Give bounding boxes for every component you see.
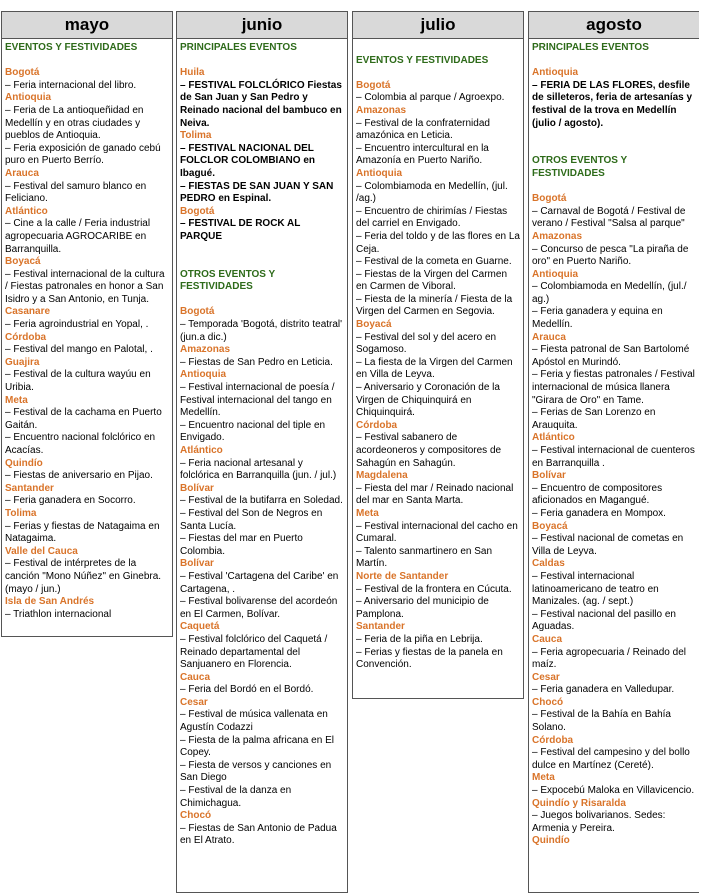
region-name: Guajira — [5, 356, 40, 368]
event-entry: – Festival de la butifarra en Soledad. — [180, 495, 343, 507]
region-name: Huila — [180, 67, 205, 79]
region-name: Bolívar — [532, 470, 566, 482]
region-name: Bogotá — [356, 79, 391, 91]
event-entry: – Festival internacional de cuenteros en Barranquilla . — [532, 445, 695, 469]
event-entry: – Feria internacional del libro. — [5, 79, 137, 91]
section-gap — [356, 67, 520, 80]
event-entry: – Festival de la danza en Chimichagua. — [180, 785, 292, 809]
section-gap — [180, 244, 344, 257]
event-entry: – Fiestas de San Antonio de Padua en El Atrato. — [180, 822, 337, 847]
event-entry: – Feria exposición de ganado cebú puro en Puerto Berrío. — [5, 142, 161, 167]
section-gap — [5, 55, 169, 68]
region-name: Isla de San Andrés — [5, 596, 95, 608]
event-entry: – Feria ganadera en Valledupar. — [532, 684, 675, 696]
event-entry: – Aniversario y Coronación de la Virgen de Chiquinquirá en Chiquinquirá. — [356, 382, 500, 419]
region-name: Cauca — [180, 671, 211, 683]
event-entry: – Encuentro nacional del tiple en Envigado. — [180, 419, 326, 444]
section-gap — [180, 294, 344, 307]
section-title: EVENTOS Y FESTIVIDADES — [356, 54, 489, 66]
event-entry: – Encuentro nacional folclórico en Acacías. — [5, 432, 156, 456]
section-gap — [532, 55, 696, 68]
section-gap — [180, 55, 344, 68]
region-name: Quindío — [532, 835, 570, 847]
month-header: julio — [353, 12, 523, 39]
event-entry: – Fiesta del mar / Reinado nacional del mar en Santa Marta. — [356, 482, 514, 507]
region-name: Chocó — [532, 696, 564, 708]
event-entry: – FERIA DE LAS FLORES, desfile de silleteros, feria de artesanías y festival de la trova en Medellín (julio / agosto). — [532, 79, 693, 129]
event-entry: – Festival internacional del cacho en Cumaral. — [356, 520, 518, 545]
region-name: Amazonas — [180, 344, 231, 356]
region-name: Boyacá — [356, 319, 392, 331]
section-gap — [180, 256, 344, 269]
event-entry: – Festival de música vallenata en Agustín Codazzi — [180, 709, 328, 734]
event-entry: – Festival internacional de la cultura / Fiestas patronales en honor a San Isidro y a San Antonio, en Tunja. — [5, 268, 165, 305]
event-entry: – Ferias y fiestas de la panela en Convención. — [356, 646, 503, 671]
event-entry: – Feria agroindustrial en Yopal, . — [5, 319, 149, 331]
event-entry: – Festival de la confraternidad amazónica en Leticia. — [356, 117, 490, 142]
region-name: Santander — [5, 482, 54, 494]
region-name: Bogotá — [180, 306, 215, 318]
section-title: OTROS EVENTOS Y FESTIVIDADES — [180, 268, 276, 293]
event-entry: – Festival de la Bahía en Bahía Solano. — [532, 709, 671, 734]
region-name: Amazonas — [356, 104, 407, 116]
region-name: Atlántico — [180, 445, 223, 456]
event-entry: – La fiesta de la Virgen del Carmen en Villa de Leyva. — [356, 356, 513, 381]
event-entry: – Festival del sol y del acero en Sogamoso. — [356, 331, 497, 356]
event-entry: – Fiesta patronal de San Bartolomé Apóstol en Murindó. — [532, 344, 690, 368]
region-name: Antioquia — [180, 369, 227, 381]
event-entry: – Feria del toldo y de las flores en La Ceja. — [356, 230, 520, 255]
event-entry: – Festival nacional del pasillo en Aguadas. — [532, 608, 676, 633]
event-entry: – Festival del mango en Palotal, . — [5, 344, 153, 356]
event-entry: – Temporada 'Bogotá, distrito teatral' (jun.a dic.) — [180, 319, 343, 343]
event-entry: – Festival folclórico del Caquetá / Reinado departamental del Sanjuanero en Florencia. — [180, 633, 328, 671]
region-name: Atlántico — [5, 205, 48, 217]
event-entry: – Festival internacional latinoamericano de teatro en Manizales. (ag. / sept.) — [532, 570, 659, 608]
event-entry: – Festival del campesino y del bollo dulce en Martínez (Cereté). — [532, 747, 690, 771]
event-entry: – FESTIVAL DE ROCK AL PARQUE — [180, 218, 301, 242]
event-entry: – Triathlon internacional — [5, 608, 112, 620]
event-entry: – FIESTAS DE SAN JUAN Y SAN PEDRO en Espinal. — [180, 180, 334, 205]
event-entry: – Festival del Son de Negros en Santa Lucía. — [180, 507, 323, 532]
month-body — [177, 39, 347, 848]
region-name: Antioquia — [5, 92, 52, 104]
region-name: Córdoba — [5, 331, 47, 343]
event-entry: – Cine a la calle / Feria industrial agropecuaria AGROCARIBE en Barranquilla. — [5, 218, 151, 255]
month-body — [529, 39, 699, 848]
event-entry: – Feria del Bordó en el Bordó. — [180, 684, 314, 696]
event-entry: – Expocebú Maloka en Villavicencio. — [532, 785, 695, 797]
region-name: Casanare — [5, 306, 51, 318]
region-name: Meta — [356, 507, 379, 519]
month-column-julio — [352, 11, 524, 699]
section-title: EVENTOS Y FESTIVIDADES — [5, 42, 138, 53]
region-name: Meta — [532, 772, 555, 784]
event-entry: – Encuentro de chirimías / Fiestas del carriel en Envigado. — [356, 205, 508, 230]
event-entry: – Talento sanmartinero en San Martín. — [356, 545, 493, 570]
region-name: Bogotá — [5, 67, 40, 79]
region-name: Boyacá — [532, 520, 568, 532]
event-entry: – FESTIVAL FOLCLÓRICO Fiestas de San Juan y San Pedro y Reinado nacional del bambuco en Neiva. — [180, 79, 342, 129]
event-entry: – Festival de la cachama en Puerto Gaitán. — [5, 407, 162, 431]
event-entry: – Fiestas de aniversario en Pijao. — [5, 470, 153, 482]
region-name: Meta — [5, 394, 28, 406]
section-title: PRINCIPALES EVENTOS — [180, 42, 297, 53]
event-entry: – Feria ganadera y equina en Medellín. — [532, 306, 663, 331]
month-column-mayo — [1, 11, 173, 637]
event-entry: – Fiesta de la minería / Fiesta de la Virgen del Carmen en Segovia. — [356, 293, 513, 318]
event-entry: – Feria ganadera en Mompox. — [532, 507, 666, 519]
event-entry: – Fiestas de la Virgen del Carmen en Carmen de Viboral. — [356, 268, 508, 293]
event-entry: – FESTIVAL NACIONAL DEL FOLCLOR COLOMBIANO en Ibagué. — [180, 142, 315, 179]
month-body — [353, 39, 523, 672]
region-name: Santander — [356, 621, 405, 633]
event-entry: – Juegos bolivarianos. Sedes: Armenia y Pereira. — [532, 810, 666, 834]
section-title: PRINCIPALES EVENTOS — [532, 42, 649, 53]
section-gap — [532, 130, 696, 143]
region-name: Tolima — [180, 130, 212, 142]
event-entry: – Fiestas del mar en Puerto Colombia. — [180, 533, 303, 557]
region-name: Cauca — [532, 633, 563, 645]
event-entry: – Feria ganadera en Socorro. — [5, 495, 136, 507]
event-entry: – Festival bolivarense del acordeón en El Carmen, Bolívar. — [180, 596, 338, 620]
event-entry: – Festival de la cometa en Guarne. — [356, 256, 512, 268]
event-entry: – Festival nacional de cometas en Villa de Leyva. — [532, 533, 684, 557]
event-entry: – Fiestas de San Pedro en Leticia. — [180, 356, 333, 368]
month-body — [2, 39, 172, 621]
region-name: Atlántico — [532, 432, 575, 444]
region-name: Quindío y Risaralda — [532, 797, 626, 809]
region-name: Norte de Santander — [356, 570, 449, 582]
section-gap — [356, 42, 520, 55]
section-gap — [532, 181, 696, 194]
region-name: Magdalena — [356, 470, 408, 482]
event-entry: – Fiesta de la palma africana en El Copey. — [180, 734, 334, 759]
region-name: Antioquia — [356, 167, 403, 179]
event-entry: – Festival del samuro blanco en Feliciano. — [5, 180, 147, 205]
region-name: Córdoba — [532, 734, 574, 746]
event-entry: – Encuentro intercultural en la Amazonía en Puerto Nariño. — [356, 142, 489, 167]
event-entry: – Aniversario del municipio de Pamplona. — [356, 596, 489, 620]
section-title: OTROS EVENTOS Y FESTIVIDADES — [532, 155, 628, 179]
region-name: Valle del Cauca — [5, 545, 78, 557]
region-name: Antioquia — [532, 67, 579, 79]
month-header: agosto — [529, 12, 699, 39]
region-name: Tolima — [5, 507, 37, 519]
month-column-junio — [176, 11, 348, 893]
event-entry: – Colombiamoda en Medellín, (jul. /ag.) — [356, 180, 508, 205]
region-name: Caquetá — [180, 621, 220, 633]
region-name: Bogotá — [180, 205, 215, 217]
event-entry: – Fiesta de versos y canciones en San Diego — [180, 759, 332, 784]
event-entry: – Colombiamoda en Medellín, (jul./ ag.) — [532, 281, 687, 305]
section-gap — [532, 143, 696, 156]
region-name: Caldas — [532, 558, 565, 570]
region-name: Antioquia — [532, 268, 579, 280]
region-name: Arauca — [532, 331, 566, 343]
region-name: Quindío — [5, 457, 43, 469]
region-name: Chocó — [180, 810, 212, 822]
region-name: Cesar — [532, 671, 560, 683]
event-entry: – Feria agropecuaria / Reinado del maíz. — [532, 646, 686, 671]
month-header: junio — [177, 12, 347, 39]
event-entry: – Ferias de San Lorenzo en Arauquita. — [532, 407, 656, 431]
region-name: Bogotá — [532, 193, 567, 205]
region-name: Boyacá — [5, 256, 41, 268]
region-name: Córdoba — [356, 419, 398, 431]
month-column-agosto — [528, 11, 699, 893]
region-name: Amazonas — [532, 230, 583, 242]
event-entry: – Festival de intérpretes de la canción "Mono Núñez" en Ginebra. (mayo / jun.) — [5, 558, 162, 595]
month-header: mayo — [2, 12, 172, 39]
event-entry: – Carnaval de Bogotá / Festival de verano / Festival "Salsa al parque" — [532, 205, 686, 230]
event-entry: – Feria nacional artesanal y folclórica en Barranquilla (jun. / jul.) — [180, 457, 337, 482]
event-entry: – Feria de la piña en Lebrija. — [356, 633, 483, 645]
event-entry: – Feria y fiestas patronales / Festival internacional de música llanera "Girara de Oro" en Tame. — [532, 369, 695, 406]
event-entry: – Festival de la cultura wayúu en Uribia. — [5, 369, 151, 394]
event-entry: – Feria de La antioqueñidad en Medellín y en otras ciudades y pueblos de Antioquia. — [5, 104, 144, 142]
region-name: Cesar — [180, 696, 208, 708]
event-entry: – Festival de la frontera en Cúcuta. — [356, 583, 512, 595]
region-name: Bolívar — [180, 482, 214, 494]
event-entry: – Colombia al parque / Agroexpo. — [356, 92, 505, 104]
event-entry: – Encuentro de compositores aficionados en Magangué. — [532, 482, 663, 507]
event-entry: – Ferias y fiestas de Natagaima en Natagaima. — [5, 520, 160, 545]
event-entry: – Festival 'Cartagena del Caribe' en Cartagena, . — [180, 570, 339, 595]
region-name: Bolívar — [180, 558, 214, 570]
event-entry: – Concurso de pesca "La piraña de oro" en Puerto Nariño. — [532, 243, 689, 268]
event-entry: – Festival internacional de poesía / Festival internacional del tango en Medellín. — [180, 382, 335, 419]
event-entry: – Festival sabanero de acordeoneros y compositores de Sahagún en Sahagún. — [356, 432, 502, 469]
region-name: Arauca — [5, 167, 39, 179]
